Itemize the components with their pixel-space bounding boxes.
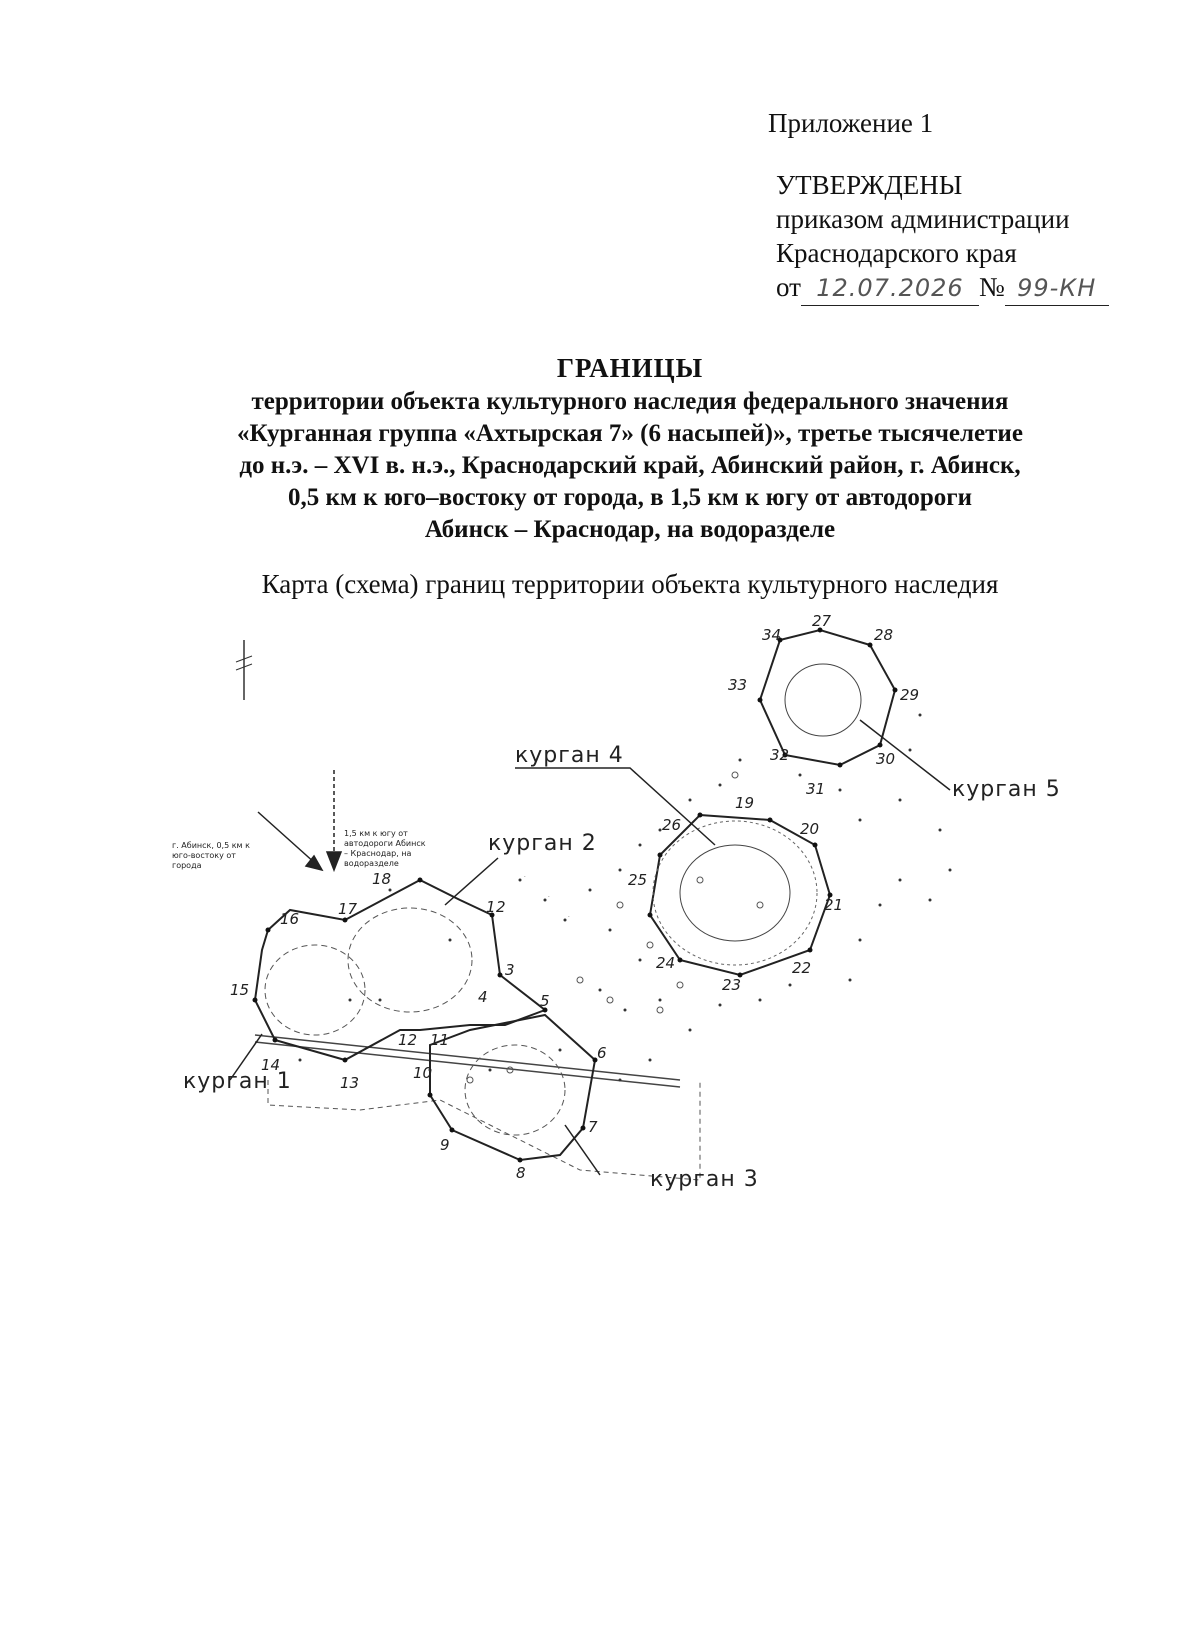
point-4: 4 (478, 988, 488, 1006)
point-14: 14 (261, 1056, 281, 1074)
title-line-2: «Курганная группа «Ахтырская 7» (6 насыпей)», третье тысячелетие (237, 420, 1023, 447)
point-19: 19 (735, 794, 755, 812)
point-1: 1 (486, 898, 496, 916)
document-title (170, 352, 1090, 546)
spot-heights (524, 874, 570, 920)
point-27: 27 (812, 612, 832, 630)
kurgan-2-label: курган 2 (488, 831, 597, 856)
point-6: 6 (597, 1044, 607, 1062)
point-3: 3 (505, 961, 515, 979)
title-line-1: территории объекта культурного наследия федерального значения (251, 388, 1009, 415)
appendix-label: Приложение 1 (768, 108, 934, 138)
point-33: 33 (728, 676, 748, 694)
point-29: 29 (900, 686, 920, 704)
note-mid-1: 1,5 км к югу от (344, 829, 408, 838)
point-2: 2 (496, 898, 506, 916)
note-mid-4: водоразделе (344, 859, 399, 868)
point-20: 20 (800, 820, 820, 838)
mound-2 (348, 908, 472, 1012)
point-10: 10 (413, 1064, 433, 1082)
point-11: 11 (430, 1031, 450, 1049)
note-left-2: юго-востоку от (172, 851, 236, 860)
note-mid-2: автодороги Абинск (344, 839, 426, 848)
mound-4b (653, 820, 820, 965)
point-24: 24 (656, 954, 676, 972)
handwritten-number: 99-КН (1005, 271, 1109, 306)
point-9: 9 (440, 1136, 450, 1154)
boundary-map (160, 612, 1100, 1230)
kurgan-3-label: курган 3 (650, 1167, 759, 1192)
pointer-arrows (258, 770, 341, 870)
approved-heading: УТВЕРЖДЕНЫ (776, 170, 963, 200)
point-30: 30 (876, 750, 896, 768)
title-line-0: ГРАНИЦЫ (556, 353, 704, 383)
mound-5 (785, 664, 861, 736)
point-12: 12 (398, 1031, 418, 1049)
map-caption: Карта (схема) границ территории объекта культурного наследия (261, 569, 999, 599)
note-left-3: города (172, 861, 202, 870)
point-5: 5 (540, 992, 550, 1010)
point-13: 13 (340, 1074, 360, 1092)
order-date-number-line (776, 270, 1109, 306)
kurgan-4-boundary (650, 815, 830, 975)
svg-text:·: · (568, 914, 570, 920)
number-prefix: № (978, 272, 1005, 302)
point-28: 28 (874, 626, 894, 644)
point-22: 22 (792, 959, 812, 977)
svg-text:·: · (524, 874, 526, 880)
point-26: 26 (662, 816, 682, 834)
approved-region: Краснодарского края (776, 238, 1017, 268)
date-prefix: от (776, 272, 801, 302)
note-left-1: г. Абинск, 0,5 км к (172, 841, 250, 850)
mound-1 (265, 945, 365, 1035)
mound-3 (465, 1045, 565, 1135)
survey-rings (467, 772, 763, 1083)
kurgan-5-boundary (760, 630, 895, 765)
kurgan-1-label: курган 1 (183, 1069, 292, 1094)
title-line-3: до н.э. – XVI в. н.э., Краснодарский край, Абинский район, г. Абинск, (239, 452, 1021, 479)
point-7: 7 (588, 1118, 598, 1136)
point-34: 34 (762, 626, 782, 644)
point-21: 21 (824, 896, 844, 914)
north-arrow-icon (236, 640, 252, 700)
kurgan-3-boundary (430, 1015, 595, 1160)
point-32: 32 (770, 746, 790, 764)
envelope-dashed (268, 1080, 700, 1180)
note-mid-3: – Краснодар, на (344, 849, 412, 858)
approved-by-order: приказом администрации (776, 204, 1070, 234)
point-17: 17 (338, 900, 358, 918)
approval-block (776, 168, 1109, 306)
title-line-4: 0,5 км к юго–востоку от города, в 1,5 км к югу от автодороги (287, 484, 973, 511)
svg-text:·: · (548, 894, 550, 900)
point-18: 18 (372, 870, 392, 888)
point-31: 31 (806, 780, 826, 798)
point-numbers (230, 612, 919, 1182)
kurgan-5-label: курган 5 (952, 777, 1061, 802)
title-line-5: Абинск – Краснодар, на водоразделе (424, 516, 836, 543)
point-8: 8 (516, 1164, 526, 1182)
point-16: 16 (280, 910, 300, 928)
point-15: 15 (230, 981, 250, 999)
leader-lines (230, 720, 950, 1175)
handwritten-date: 12.07.2026 (801, 271, 979, 306)
kurgan-4-label: курган 4 (515, 743, 624, 768)
point-23: 23 (722, 976, 742, 994)
mound-4a (680, 845, 790, 941)
point-25: 25 (628, 871, 648, 889)
